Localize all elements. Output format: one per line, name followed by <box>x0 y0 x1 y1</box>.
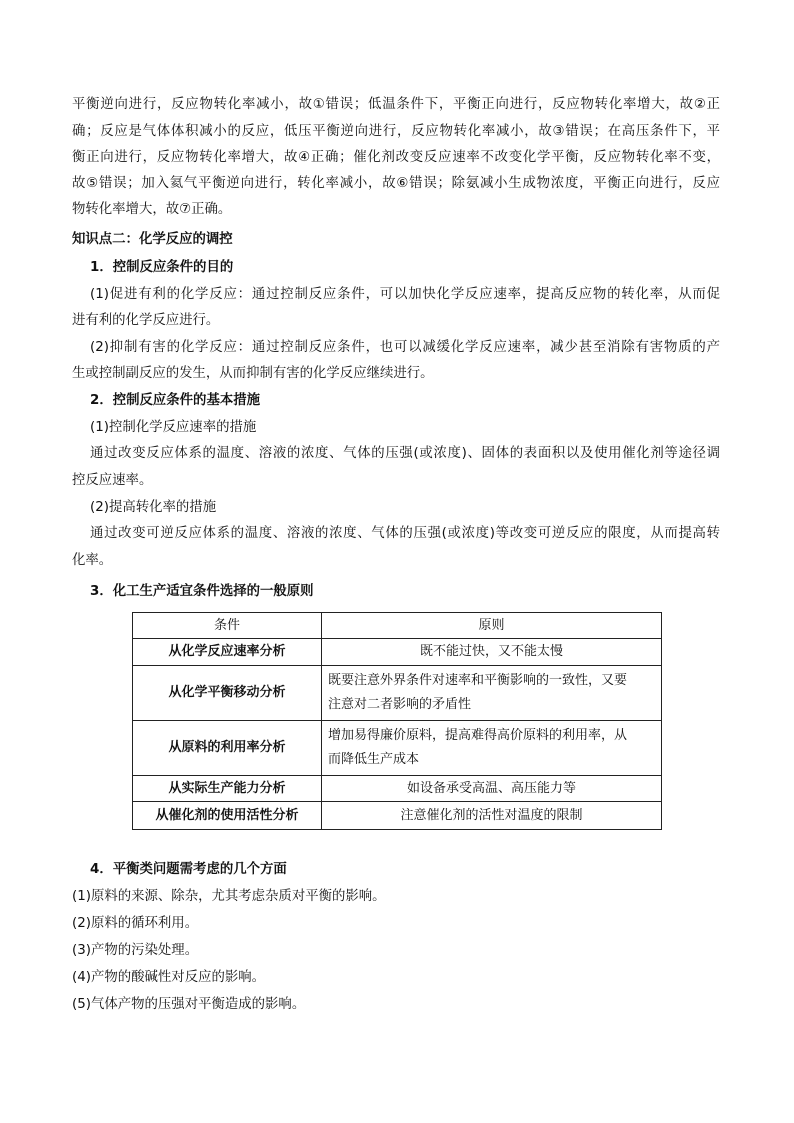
principle-text: 既要注意外界条件对速率和平衡影响的一致性，又要 <box>328 673 628 688</box>
paragraph-line: 通过改变可逆反应体系的温度、溶液的浓度、气体的压强(或浓度)等改变可逆反应的限度，从而提高转 <box>90 526 720 541</box>
paragraph-line: 化率。 <box>72 553 113 568</box>
principle-text: 如设备承受高温、高压能力等 <box>406 780 576 796</box>
subheading: (2)提高转化率的措施 <box>90 500 217 515</box>
intro-line: 物转化率增大，故⑦正确。 <box>72 202 232 217</box>
paragraph-line: 进有利的化学反应进行。 <box>72 313 220 328</box>
intro-line: 确；反应是气体体积减小的反应，低压平衡逆向进行，反应物转化率减小，故③错误；在高压条件下，平 <box>72 124 720 139</box>
table-cell-principle <box>322 639 662 666</box>
table-row <box>133 802 662 830</box>
paragraph-line: 生或控制副反应的发生，从而抑制有害的化学反应继续进行。 <box>72 366 434 381</box>
principle-text: 既不能过快，又不能太慢 <box>419 644 563 659</box>
intro-line: 平衡逆向进行，反应物转化率减小，故①错误；低温条件下，平衡正向进行，反应物转化率增大，故②正 <box>72 97 720 112</box>
principles-table <box>132 612 662 830</box>
heading-4: 4．平衡类问题需考虑的几个方面 <box>90 862 287 877</box>
table-cell-principle <box>322 776 662 802</box>
heading-1: 1．控制反应条件的目的 <box>90 260 234 275</box>
intro-line: 衡正向进行，反应物转化率增大，故④正确；催化剂改变反应速率不改变化学平衡，反应物转化率不变， <box>72 150 720 165</box>
list-item: (3)产物的污染处理。 <box>72 943 199 958</box>
list-item: (5)气体产物的压强对平衡造成的影响。 <box>72 997 306 1012</box>
section-title: 知识点二：化学反应的调控 <box>72 232 233 247</box>
paragraph-line: (1)促进有利的化学反应：通过控制反应条件，可以加快化学反应速率，提高反应物的转化率，从而促 <box>90 287 720 302</box>
table-cell-condition: 从实际生产能力分析 <box>133 776 322 802</box>
table-header-row <box>133 613 662 639</box>
table-row <box>133 639 662 666</box>
intro-line: 故⑤错误；加入氦气平衡逆向进行，转化率减小，故⑥错误；除氨减小生成物浓度，平衡正向进行，反应 <box>72 176 720 191</box>
table-cell-condition: 从化学反应速率分析 <box>133 639 322 666</box>
table-cell-condition: 从原料的利用率分析 <box>133 721 322 776</box>
heading-2: 2．控制反应条件的基本措施 <box>90 393 261 408</box>
table-cell-condition: 从催化剂的使用活性分析 <box>133 802 322 830</box>
list-item: (1)原料的来源、除杂，尤其考虑杂质对平衡的影响。 <box>72 889 386 904</box>
table-cell-condition: 从化学平衡移动分析 <box>133 666 322 721</box>
table-cell-principle <box>322 802 662 830</box>
subheading: (1)控制化学反应速率的措施 <box>90 420 257 435</box>
table-row <box>133 666 662 721</box>
table-cell-principle <box>322 721 662 776</box>
list-item: (4)产物的酸碱性对反应的影响。 <box>72 970 266 985</box>
table-row <box>133 776 662 802</box>
list-item: (2)原料的循环利用。 <box>72 916 199 931</box>
principle-text: 增加易得廉价原料，提高难得高价原料的利用率，从 <box>328 728 628 743</box>
paragraph-line: 控反应速率。 <box>72 473 153 488</box>
principle-text: 注意对二者影响的矛盾性 <box>328 697 472 712</box>
paragraph-line: (2)抑制有害的化学反应：通过控制反应条件，也可以减缓化学反应速率，减少甚至消除有害物质的产 <box>90 340 720 355</box>
table-header-cell: 条件 <box>133 613 322 639</box>
heading-3: 3．化工生产适宜条件选择的一般原则 <box>90 584 314 599</box>
table-row <box>133 721 662 776</box>
table-header-cell: 原则 <box>322 613 662 639</box>
principle-text: 而降低生产成本 <box>328 752 420 767</box>
principle-text: 注意催化剂的活性对温度的限制 <box>400 807 583 823</box>
table-cell-principle <box>322 666 662 721</box>
paragraph-line: 通过改变反应体系的温度、溶液的浓度、气体的压强(或浓度)、固体的表面积以及使用催化剂等途径调 <box>90 446 720 461</box>
